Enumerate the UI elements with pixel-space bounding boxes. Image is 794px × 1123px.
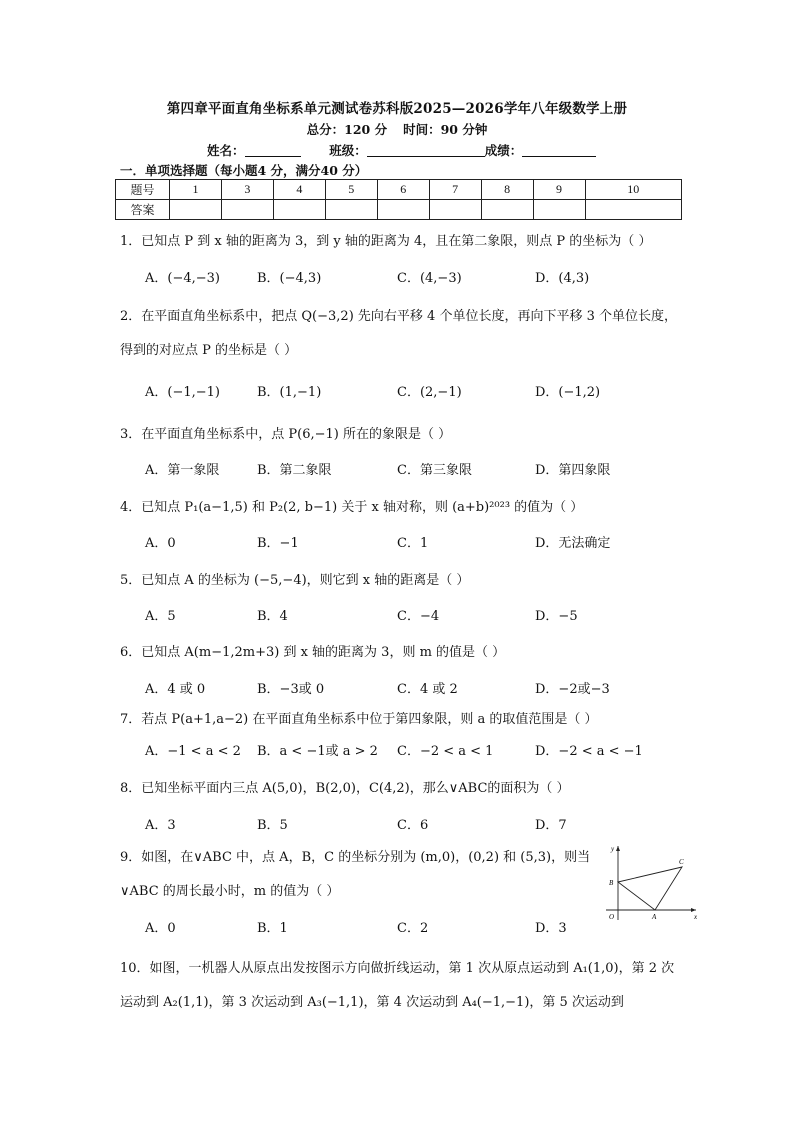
option-b[interactable]: B．(−4,3): [257, 271, 322, 286]
point-a-label: A: [652, 913, 657, 921]
time-limit: 时间：90 分钟: [403, 122, 488, 137]
answer-cell[interactable]: [429, 200, 481, 220]
option-a[interactable]: A．5: [145, 609, 176, 624]
option-a[interactable]: A．−1 < a < 2: [145, 744, 241, 759]
option-a[interactable]: A．0: [145, 921, 176, 936]
table-answer-label: 答案: [116, 200, 170, 220]
answer-cell[interactable]: [585, 200, 682, 220]
x-axis-arrow: [691, 908, 696, 912]
option-c[interactable]: C．6: [397, 818, 429, 833]
option-b[interactable]: B．1: [257, 921, 288, 936]
table-number: 1: [170, 180, 222, 200]
name-blank[interactable]: [245, 144, 301, 157]
x-axis-label: x: [694, 913, 698, 921]
question-6: 6．已知点 A(m−1,2m+3) 到 x 轴的距离为 3，则 m 的值是（ ）: [120, 645, 506, 660]
table-number: 6: [377, 180, 429, 200]
option-c[interactable]: C．−2 < a < 1: [397, 744, 494, 759]
table-number: 10: [585, 180, 682, 200]
option-d[interactable]: D．−2 < a < −1: [535, 744, 643, 759]
option-c[interactable]: C．(4,−3): [397, 271, 462, 286]
question-9: 9．如图，在∨ABC 中，点 A，B，C 的坐标分别为 (m,0)，(0,2) 和 (5,3)，则当∨ABC 的周长最小时，m 的值为（ ）: [120, 850, 591, 899]
answer-cell[interactable]: [170, 200, 222, 220]
question-1: 1．已知点 P 到 x 轴的距离为 3，到 y 轴的距离为 4，且在第二象限，则点 P 的坐标为（ ）: [120, 234, 652, 249]
answer-table: [115, 179, 682, 220]
answer-cell[interactable]: [533, 200, 585, 220]
option-b[interactable]: B．(1,−1): [257, 385, 322, 400]
option-c[interactable]: C．2: [397, 921, 429, 936]
point-b-label: B: [609, 879, 614, 887]
table-number: 7: [429, 180, 481, 200]
option-b[interactable]: B．a < −1或 a > 2: [257, 744, 378, 759]
option-c[interactable]: C．−4: [397, 609, 440, 624]
option-d[interactable]: D．(−1,2): [535, 385, 601, 400]
option-c[interactable]: C．4 或 2: [397, 682, 458, 697]
option-c[interactable]: C．(2,−1): [397, 385, 462, 400]
option-b[interactable]: B．4: [257, 609, 288, 624]
question-5: 5．已知点 A 的坐标为 (−5,−4)，则它到 x 轴的距离是（ ）: [120, 573, 470, 588]
exam-title: 第四章平面直角坐标系单元测试卷苏科版2025—2026学年八年级数学上册: [166, 101, 628, 117]
answer-table-header-row: [116, 180, 682, 200]
origin-label: O: [609, 913, 615, 921]
table-number: 8: [481, 180, 533, 200]
option-a[interactable]: A．0: [145, 536, 176, 551]
option-d[interactable]: D．3: [535, 921, 567, 936]
total-score: 总分：120 分: [306, 122, 388, 137]
score-label: 成绩：: [484, 143, 523, 158]
triangle-abc: [618, 867, 682, 910]
option-d[interactable]: D．7: [535, 818, 567, 833]
option-d[interactable]: D．−2或−3: [535, 682, 610, 697]
question-8: 8．已知坐标平面内三点 A(5,0)，B(2,0)，C(4,2)，那么∨ABC的面积为（ ）: [120, 781, 570, 796]
option-d[interactable]: D．(4,3): [535, 271, 590, 286]
option-b[interactable]: B．5: [257, 818, 288, 833]
option-a[interactable]: A．第一象限: [145, 463, 220, 478]
table-number: 3: [221, 180, 273, 200]
question-9-figure: [600, 842, 700, 922]
option-a[interactable]: A．4 或 0: [145, 682, 206, 697]
option-b[interactable]: B．−1: [257, 536, 299, 551]
option-d[interactable]: D．−5: [535, 609, 578, 624]
answer-table-answer-row: [116, 200, 682, 220]
answer-cell[interactable]: [325, 200, 377, 220]
point-c-label: C: [679, 858, 684, 866]
answer-cell[interactable]: [481, 200, 533, 220]
answer-cell[interactable]: [273, 200, 325, 220]
option-a[interactable]: A．(−4,−3): [145, 271, 220, 286]
answer-cell[interactable]: [377, 200, 429, 220]
table-number: 9: [533, 180, 585, 200]
class-blank[interactable]: [367, 144, 485, 157]
class-label: 班级：: [329, 143, 367, 158]
option-a[interactable]: A．3: [145, 818, 176, 833]
question-4: 4．已知点 P₁(a−1,5) 和 P₂(2, b−1) 关于 x 轴对称，则 (a+b)²⁰²³ 的值为（ ）: [120, 500, 584, 515]
option-d[interactable]: D．第四象限: [535, 463, 611, 478]
table-number: 4: [273, 180, 325, 200]
question-7: 7．若点 P(a+1,a−2) 在平面直角坐标系中位于第四象限，则 a 的取值范围是（ ）: [120, 712, 598, 727]
option-c[interactable]: C．1: [397, 536, 429, 551]
option-a[interactable]: A．(−1,−1): [145, 385, 220, 400]
option-d[interactable]: D．无法确定: [535, 536, 611, 551]
name-label: 姓名：: [207, 143, 245, 158]
answer-cell[interactable]: [221, 200, 273, 220]
question-10: 10．如图，一机器人从原点出发按图示方向做折线运动，第 1 次从原点运动到 A₁(1,0)，第 2 次运动到 A₂(1,1)，第 3 次运动到 A₃(−1,1)，第 4 次运动到 A₄(−1,−1)，第 5 次运动到: [120, 961, 675, 1010]
section-heading: 一．单项选择题（每小题4 分，满分40 分）: [120, 163, 368, 178]
question-3: 3．在平面直角坐标系中，点 P(6,−1) 所在的象限是（ ）: [120, 427, 452, 442]
student-info: [207, 141, 596, 159]
exam-meta: [0, 120, 794, 138]
question-2: 2．在平面直角坐标系中，把点 Q(−3,2) 先向右平移 4 个单位长度，再向下平移 3 个单位长度，得到的对应点 P 的坐标是（ ）: [120, 309, 677, 358]
table-header-label: 题号: [116, 180, 170, 200]
y-axis-label: y: [611, 845, 615, 853]
table-number: 5: [325, 180, 377, 200]
score-blank[interactable]: [522, 144, 596, 157]
option-c[interactable]: C．第三象限: [397, 463, 472, 478]
option-b[interactable]: B．−3或 0: [257, 682, 325, 697]
option-b[interactable]: B．第二象限: [257, 463, 332, 478]
y-axis-arrow: [616, 846, 620, 851]
